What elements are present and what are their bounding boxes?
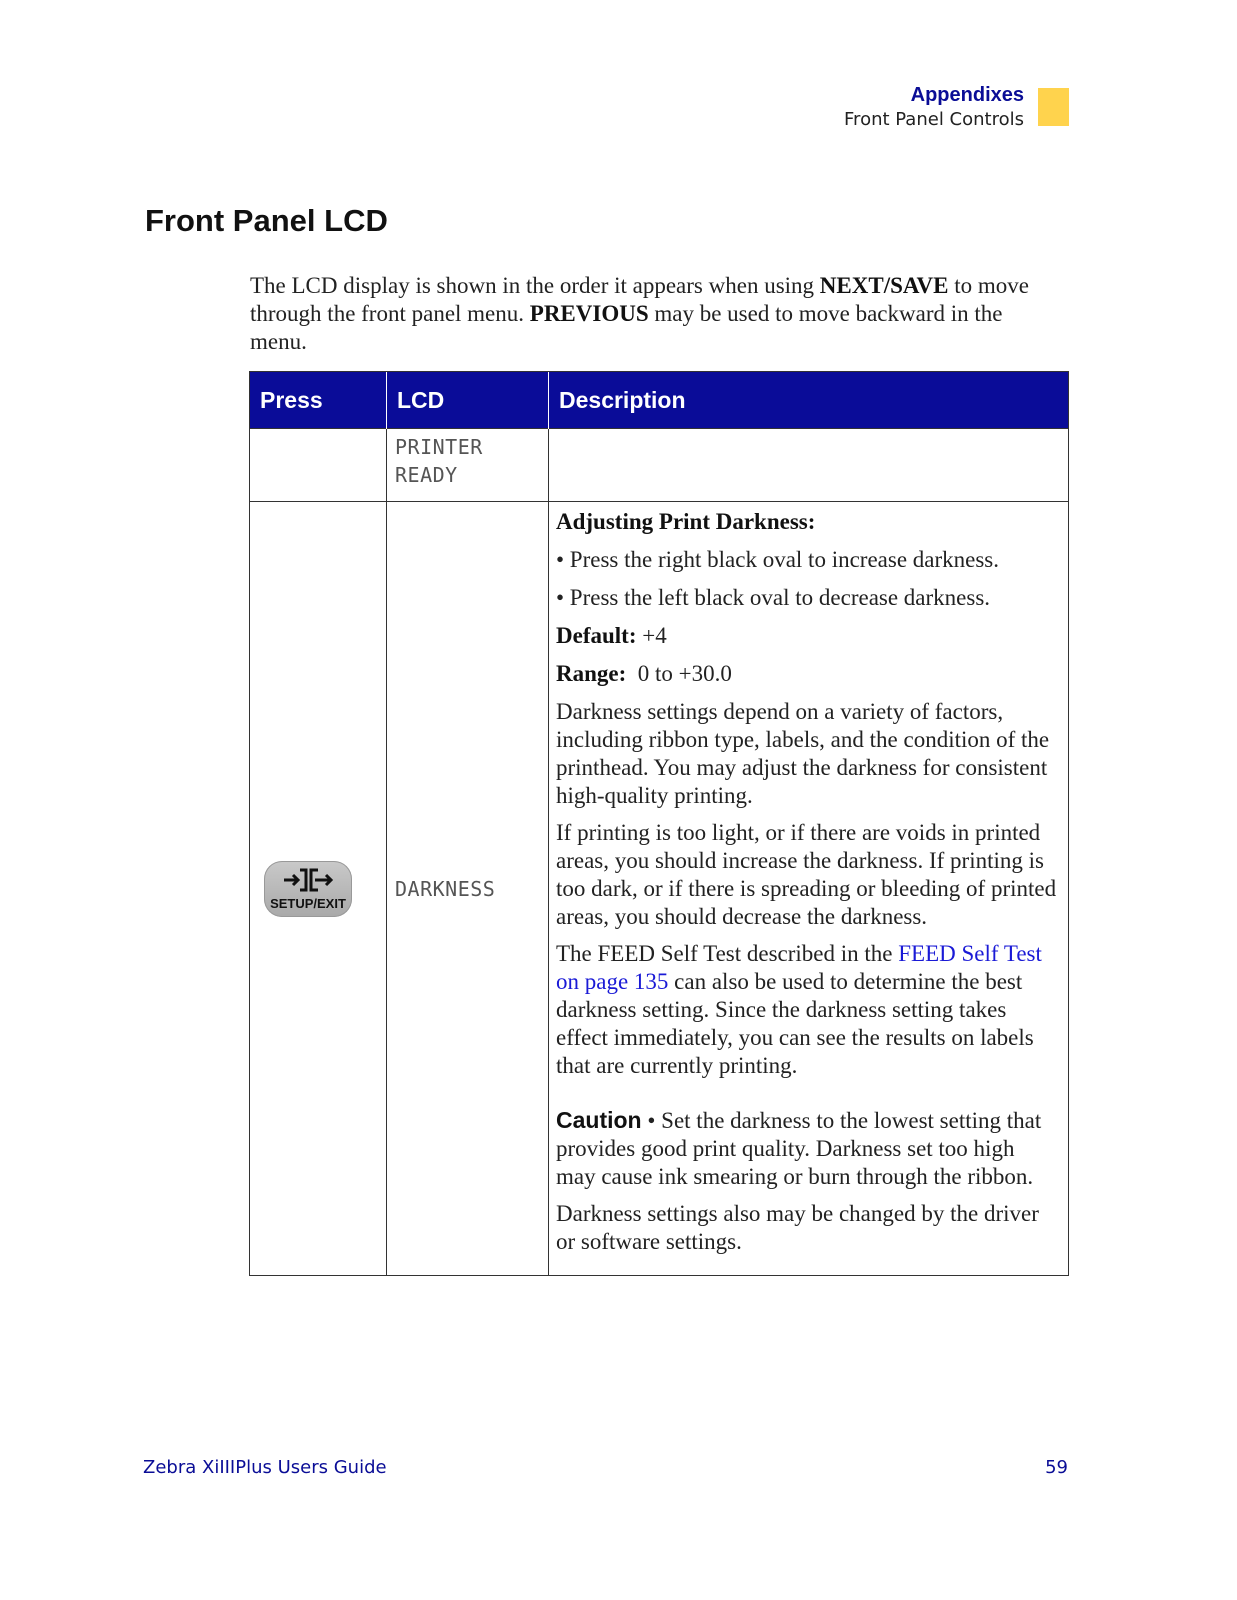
default-value: +4 [636,623,667,648]
header-section-title: Appendixes [910,84,1024,106]
lcd-table [249,371,1069,1276]
intro-bold-next-save: NEXT/SAVE [819,273,949,298]
header-tab-marker [1038,88,1069,126]
description-cell [549,429,1069,502]
table-header-row [250,372,1069,429]
description-cell [549,502,1069,1276]
footer-guide-title: Zebra XiIIIPlus Users Guide [143,1457,387,1478]
table-row [250,502,1069,1276]
intro-text-1: The LCD display is shown in the order it appears when using [250,273,820,298]
column-header-description: Description [549,372,1069,429]
feed-text-1: The FEED Self Test described in the [556,941,899,966]
lcd-line-2: READY [395,463,458,487]
intro-text-2: to move through the front panel menu. [250,273,1029,326]
setup-exit-label: SETUP/EXIT [270,895,346,911]
darkness-heading: Adjusting Print Darkness: [556,509,816,534]
range-label: Range: [556,661,627,686]
intro-text-3: may be used to move backward in the menu. [250,301,1003,354]
darkness-adjust-paragraph: If printing is too light, or if there are voids in printed areas, you should increase the darkness. If printing is too dark, or if there is spreading or bleeding of printed areas, you should decrease the darkness. [556,820,1057,929]
caution-label: Caution [556,1107,642,1133]
range-value: 0 to +30.0 [626,661,732,686]
setup-exit-icon [282,867,334,893]
default-line [556,622,1058,650]
lcd-cell [387,429,549,502]
darkness-factors-paragraph: Darkness settings depend on a variety of factors, including ribbon type, labels, and the condition of the printhead. You may adjust the darkness for consistent high-quality printing. [556,699,1050,808]
lcd-cell [387,502,549,1276]
footer-page-number: 59 [1045,1457,1068,1478]
default-label: Default: [556,623,637,648]
intro-paragraph [250,272,1065,356]
column-header-press: Press [250,372,387,429]
description-content [549,502,1068,1275]
feed-text-2: can also be used to determine the best darkness setting. Since the darkness setting takes effect immediately, you can see the results on labels that are currently printing. [556,969,1034,1078]
caution-text: • Set the darkness to the lowest setting that provides good print quality. Darkness set too high may cause ink smearing or burn through the ribbon. [556,1108,1042,1189]
range-line [556,660,1058,688]
caution-note [556,1106,1058,1191]
bullet-increase: • Press the right black oval to increase darkness. [556,547,1000,572]
bullet-decrease: • Press the left black oval to decrease darkness. [556,585,991,610]
setup-exit-button [264,861,352,917]
driver-settings-paragraph: Darkness settings also may be changed by the driver or software settings. [556,1201,1039,1254]
feed-self-test-paragraph [556,940,1058,1080]
column-header-lcd: LCD [387,372,549,429]
lcd-line-1: PRINTER [395,435,483,459]
press-cell [250,429,387,502]
intro-bold-previous: PREVIOUS [529,301,649,326]
table-row [250,429,1069,502]
feed-self-test-link[interactable]: FEED Self Test on page 135 [556,941,1042,994]
lcd-text: DARKNESS [395,876,496,901]
header-subsection-title: Front Panel Controls [844,109,1024,130]
press-cell [250,502,387,1276]
page-title: Front Panel LCD [145,203,388,238]
lcd-text [387,429,548,489]
